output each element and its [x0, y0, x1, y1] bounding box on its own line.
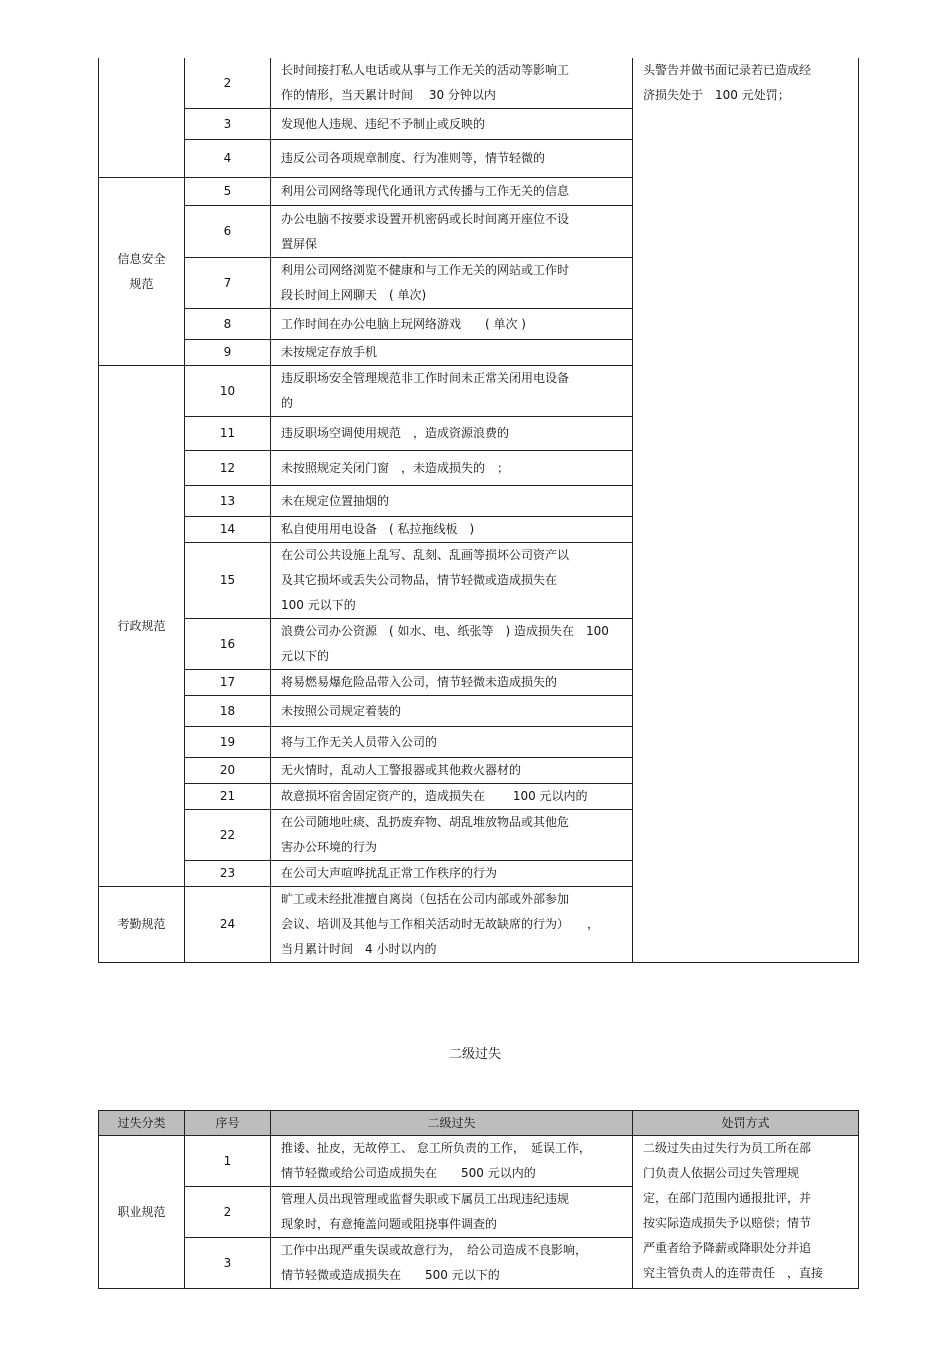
category-cell: 行政规范: [99, 366, 185, 887]
misconduct-description: 在公司公共设施上乱写、乱刻、乱画等损坏公司资产以 及其它损坏或丢失公司物品，情节轻微或造成损失在 100 元以下的: [271, 543, 633, 619]
column-header: 过失分类: [99, 1111, 185, 1136]
misconduct-description: 无火情时，乱动人工警报器或其他救火器材的: [271, 758, 633, 784]
column-header: 二级过失: [271, 1111, 633, 1136]
row-number: 19: [185, 727, 271, 758]
misconduct-description: 违反公司各项规章制度、行为准则等，情节轻微的: [271, 140, 633, 178]
row-number: 1: [185, 1136, 271, 1187]
misconduct-description: 长时间接打私人电话或从事与工作无关的活动等影响工 作的情形，当天累计时间 30 分钟以内: [271, 58, 633, 109]
misconduct-description: 未按照公司规定着装的: [271, 696, 633, 727]
misconduct-description: 未在规定位置抽烟的: [271, 486, 633, 517]
row-number: 7: [185, 258, 271, 309]
penalty-cell: 头警告并做书面记录若已造成经 济损失处于 100 元处罚；: [633, 58, 859, 963]
row-number: 22: [185, 810, 271, 861]
misconduct-description: 未按规定存放手机: [271, 340, 633, 366]
table-row: [99, 1136, 859, 1187]
penalty-cell: 二级过失由过失行为员工所在部 门负责人依据公司过失管理规 定，在部门范围内通报批评，并 按实际造成损失予以赔偿；情节 严重者给予降薪或降职处分并追 究主管负责人的连带责任 ，直接: [633, 1136, 859, 1289]
misconduct-description: 旷工或未经批准擅自离岗（包括在公司内部或外部参加 会议、培训及其他与工作相关活动时无故缺席的行为） ， 当月累计时间 4 小时以内的: [271, 887, 633, 963]
row-number: 5: [185, 178, 271, 206]
misconduct-description: 工作时间在办公电脑上玩网络游戏 ( 单次 ): [271, 309, 633, 340]
row-number: 20: [185, 758, 271, 784]
misconduct-description: 发现他人违规、违纪不予制止或反映的: [271, 109, 633, 140]
column-header: 序号: [185, 1111, 271, 1136]
category-cell: 信息安全 规范: [99, 178, 185, 366]
misconduct-description: 推诿、扯皮，无故停工、 怠工所负责的工作， 延误工作， 情节轻微或给公司造成损失在 500 元以内的: [271, 1136, 633, 1187]
column-header: 处罚方式: [633, 1111, 859, 1136]
row-number: 6: [185, 206, 271, 258]
row-number: 23: [185, 861, 271, 887]
misconduct-description: 私自使用用电设备 ( 私拉拖线板 ): [271, 517, 633, 543]
table-header-row: [99, 1111, 859, 1136]
section-title: 二级过失: [448, 1047, 501, 1062]
misconduct-description: 未按照规定关闭门窗 ，未造成损失的 ；: [271, 451, 633, 486]
misconduct-table-level1: [98, 58, 859, 963]
misconduct-description: 在公司随地吐痰、乱扔废弃物、胡乱堆放物品或其他危 害办公环境的行为: [271, 810, 633, 861]
misconduct-description: 将与工作无关人员带入公司的: [271, 727, 633, 758]
row-number: 17: [185, 670, 271, 696]
category-cell: 职业规范: [99, 1136, 185, 1289]
misconduct-description: 利用公司网络等现代化通讯方式传播与工作无关的信息: [271, 178, 633, 206]
row-number: 18: [185, 696, 271, 727]
misconduct-description: 管理人员出现管理或监督失职或下属员工出现违纪违规 现象时，有意掩盖问题或阻挠事件调查的: [271, 1187, 633, 1238]
row-number: 12: [185, 451, 271, 486]
category-cell: [99, 58, 185, 178]
misconduct-description: 在公司大声喧哗扰乱正常工作秩序的行为: [271, 861, 633, 887]
row-number: 11: [185, 417, 271, 451]
misconduct-description: 将易燃易爆危险品带入公司，情节轻微未造成损失的: [271, 670, 633, 696]
row-number: 13: [185, 486, 271, 517]
misconduct-description: 违反职场安全管理规范非工作时间未正常关闭用电设备 的: [271, 366, 633, 417]
misconduct-description: 办公电脑不按要求设置开机密码或长时间离开座位不设 置屏保: [271, 206, 633, 258]
misconduct-description: 故意损坏宿舍固定资产的，造成损失在 100 元以内的: [271, 784, 633, 810]
row-number: 3: [185, 1238, 271, 1289]
row-number: 4: [185, 140, 271, 178]
misconduct-description: 利用公司网络浏览不健康和与工作无关的网站或工作时 段长时间上网聊天 ( 单次): [271, 258, 633, 309]
row-number: 21: [185, 784, 271, 810]
row-number: 9: [185, 340, 271, 366]
row-number: 2: [185, 1187, 271, 1238]
misconduct-description: 违反职场空调使用规范 ，造成资源浪费的: [271, 417, 633, 451]
row-number: 24: [185, 887, 271, 963]
misconduct-description: 浪费公司办公资源 ( 如水、电、纸张等 ) 造成损失在 100 元以下的: [271, 619, 633, 670]
row-number: 16: [185, 619, 271, 670]
row-number: 15: [185, 543, 271, 619]
row-number: 8: [185, 309, 271, 340]
row-number: 10: [185, 366, 271, 417]
category-cell: 考勤规范: [99, 887, 185, 963]
row-number: 14: [185, 517, 271, 543]
misconduct-table-level2: [98, 1110, 859, 1289]
table-row: [99, 58, 859, 109]
row-number: 3: [185, 109, 271, 140]
row-number: 2: [185, 58, 271, 109]
misconduct-description: 工作中出现严重失误或故意行为， 给公司造成不良影响， 情节轻微或造成损失在 500 元以下的: [271, 1238, 633, 1289]
